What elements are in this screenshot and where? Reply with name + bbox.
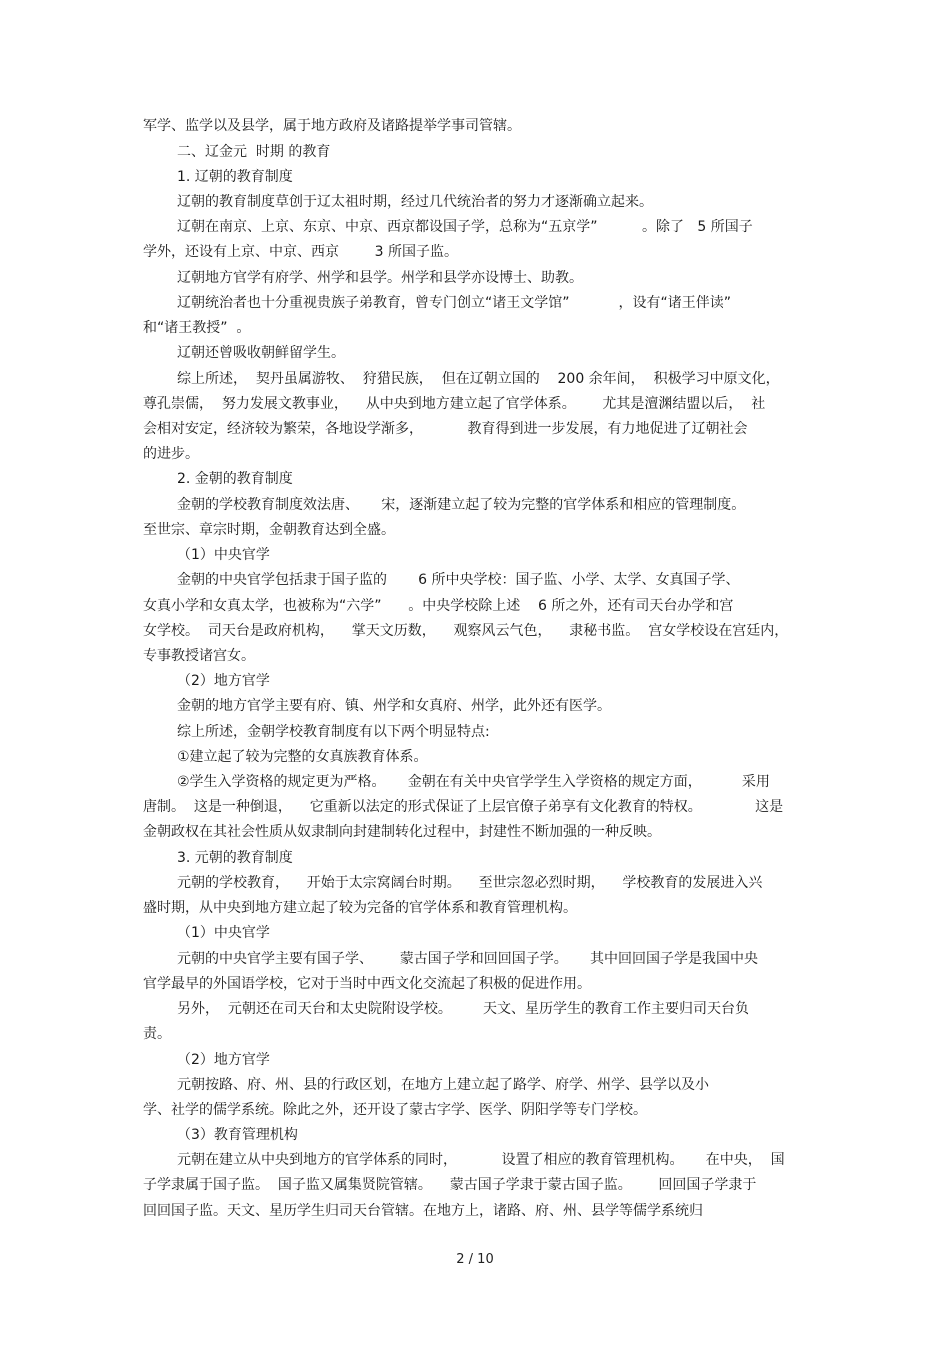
page-number: 2 / 10 [456, 1252, 494, 1267]
text-line: ②学生入学资格的规定更为严格。 金朝在有关中央官学学生入学资格的规定方面， 采用 [177, 774, 770, 790]
text-line: 2. 金朝的教育制度 [177, 471, 293, 487]
text-line: 1. 辽朝的教育制度 [177, 169, 293, 185]
text-line: 综上所述，金朝学校教育制度有以下两个明显特点: [177, 724, 490, 740]
text-line: 责。 [143, 1026, 171, 1042]
text-line: 会相对安定，经济较为繁荣，各地设学渐多， 教育得到进一步发展，有力地促进了辽朝社会 [143, 421, 748, 437]
text-line: 尊孔崇儒， 努力发展文教事业， 从中央到地方建立起了官学体系。 尤其是澶渊结盟以后， 社 [143, 396, 766, 412]
text-line: 金朝的学校教育制度效法唐、 宋，逐渐建立起了较为完整的官学体系和相应的管理制度。 [177, 497, 746, 513]
text-line: 金朝政权在其社会性质从奴隶制向封建制转化过程中，封建性不断加强的一种反映。 [143, 824, 661, 840]
text-line: ①建立起了较为完整的女真族教育体系。 [177, 749, 428, 765]
text-line: 专事教授诸宫女。 [143, 648, 255, 664]
text-line: 和“诸王教授” 。 [143, 320, 251, 336]
text-line: 元朝的中央官学主要有国子学、 蒙古国子学和回回国子学。 其中回回国子学是我国中央 [177, 951, 758, 967]
text-line: 金朝的地方官学主要有府、镇、州学和女真府、州学，此外还有医学。 [177, 698, 611, 714]
text-line: （1）中央官学 [177, 925, 270, 941]
text-line: 回回国子监。天文、星历学生归司天台管辖。在地方上，诸路、府、州、县学等儒学系统归 [143, 1203, 703, 1219]
text-line: 辽朝地方官学有府学、州学和县学。州学和县学亦设博士、助教。 [177, 270, 583, 286]
text-line: （3）教育管理机构 [177, 1127, 298, 1143]
text-line: 学、社学的儒学系统。除此之外，还开设了蒙古字学、医学、阴阳学等专门学校。 [143, 1102, 647, 1118]
text-line: 二、辽金元 时期 的教育 [177, 144, 331, 160]
text-line: 辽朝的教育制度草创于辽太祖时期，经过几代统治者的努力才逐渐确立起来。 [177, 194, 653, 210]
text-line: 辽朝统治者也十分重视贵族子弟教育，曾专门创立“诸王文学馆” ，设有“诸王伴读” [177, 295, 731, 311]
text-line: 军学、监学以及县学，属于地方政府及诸路提举学事司管辖。 [143, 118, 521, 134]
text-line: 学外，还设有上京、中京、西京 3 所国子监。 [143, 244, 458, 260]
text-line: 元朝按路、府、州、县的行政区划，在地方上建立起了路学、府学、州学、县学以及小 [177, 1077, 709, 1093]
text-line: 综上所述， 契丹虽属游牧、 狩猎民族， 但在辽朝立国的 200 余年间， 积极学习中原文化， [177, 371, 780, 387]
text-line: 金朝的中央官学包括隶于国子监的 6 所中央学校：国子监、小学、太学、女真国子学、 [177, 572, 740, 588]
text-line: （2）地方官学 [177, 1052, 270, 1068]
text-line: 的进步。 [143, 446, 199, 462]
text-line: （1）中央官学 [177, 547, 270, 563]
text-line: 盛时期，从中央到地方建立起了较为完备的官学体系和教育管理机构。 [143, 900, 577, 916]
text-line: 女学校。 司天台是政府机构， 掌天文历数， 观察风云气色， 隶秘书监。 宫女学校设在宫廷内， [143, 623, 789, 639]
text-line: 辽朝还曾吸收朝鲜留学生。 [177, 345, 345, 361]
text-line: 子学隶属于国子监。 国子监又属集贤院管辖。 蒙古国子学隶于蒙古国子监。 回回国子学隶于 [143, 1177, 757, 1193]
text-line: （2）地方官学 [177, 673, 270, 689]
text-line: 唐制。 这是一种倒退， 它重新以法定的形式保证了上层官僚子弟享有文化教育的特权。 这是 [143, 799, 784, 815]
text-line: 元朝在建立从中央到地方的官学体系的同时， 设置了相应的教育管理机构。 在中央， 国 [177, 1152, 785, 1168]
text-line: 辽朝在南京、上京、东京、中京、西京都设国子学，总称为“五京学” 。除了 5 所国子 [177, 219, 753, 235]
text-line: 另外， 元朝还在司天台和太史院附设学校。 天文、星历学生的教育工作主要归司天台负 [177, 1001, 750, 1017]
text-line: 3. 元朝的教育制度 [177, 850, 293, 866]
text-line: 元朝的学校教育， 开始于太宗窝阔台时期。 至世宗忽必烈时期， 学校教育的发展进入兴 [177, 875, 763, 891]
text-line: 女真小学和女真太学，也被称为“六学” 。中央学校除上述 6 所之外，还有司天台办学和宫 [143, 598, 734, 614]
text-line: 官学最早的外国语学校，它对于当时中西文化交流起了积极的促进作用。 [143, 976, 591, 992]
text-line: 至世宗、章宗时期，金朝教育达到全盛。 [143, 522, 395, 538]
